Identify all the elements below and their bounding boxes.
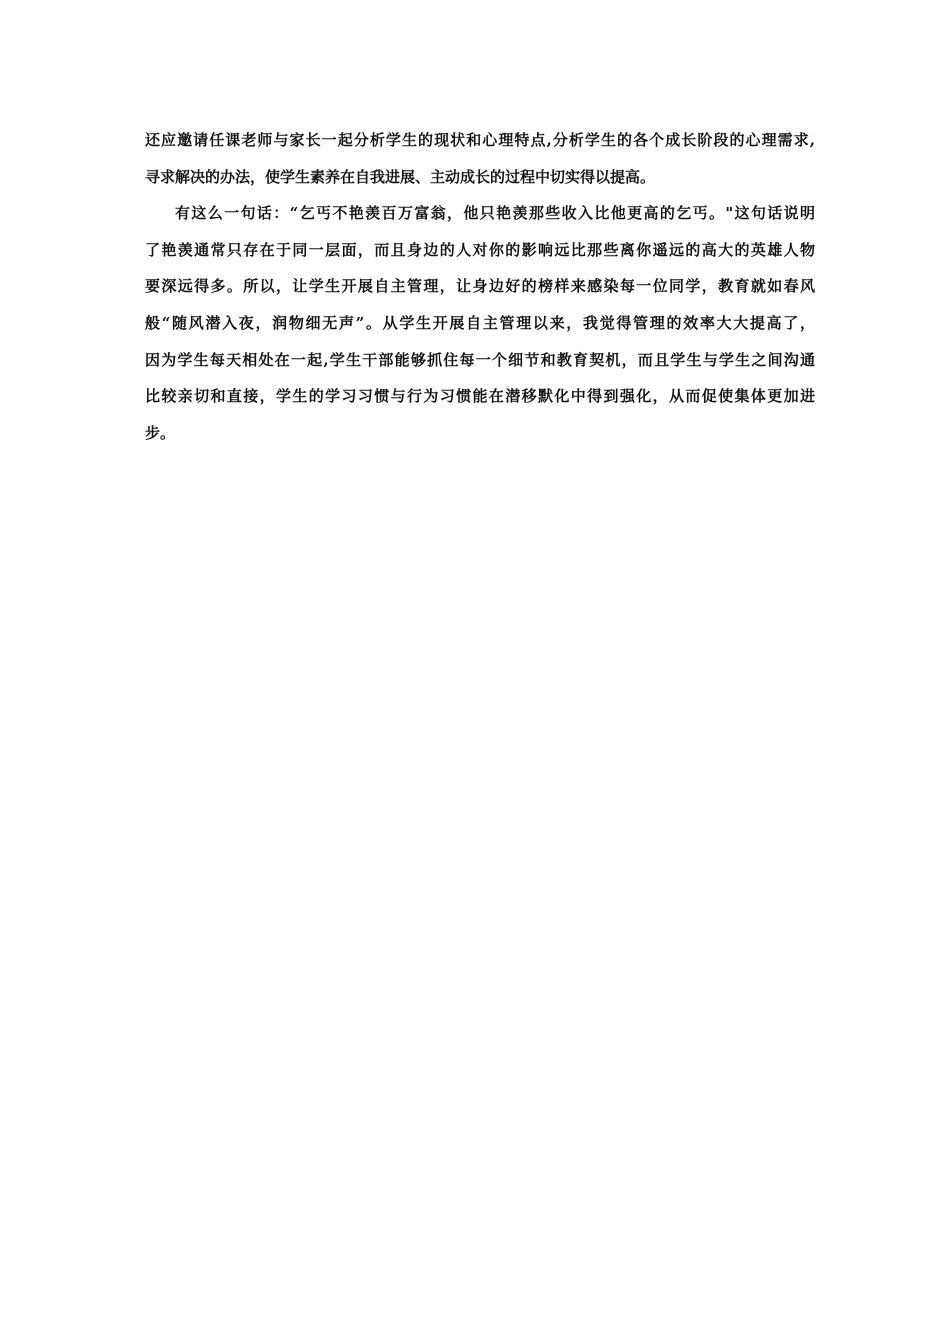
text-line-6: 般“随风潜入夜，润物细无声”。从学生开展自主管理以来，我觉得管理的效率大大提高了， xyxy=(145,313,815,332)
text-line-1: 还应邀请任课老师与家长一起分析学生的现状和心理特点,分析学生的各个成长阶段的心理需求, xyxy=(145,131,815,149)
text-line-3: 有这么一句话：“乞丐不艳羡百万富翁，他只艳羡那些收入比他更高的乞丐。"这句话说明 xyxy=(175,204,815,223)
body-text xyxy=(145,122,815,451)
text-line-4: 了艳羡通常只存在于同一层面，而且身边的人对你的影响远比那些离你遥远的高大的英雄人物 xyxy=(145,240,815,259)
text-line-9: 步。 xyxy=(145,423,176,442)
text-line-2: 寻求解决的办法，使学生素养在自我进展、主动成长的过程中切实得以提高。 xyxy=(145,167,656,186)
text-line-7: 因为学生每天相处在一起,学生干部能够抓住每一个细节和教育契机，而且学生与学生之间沟通 xyxy=(145,350,815,369)
text-line-5: 要深远得多。所以，让学生开展自主管理，让身边好的榜样来感染每一位同学，教育就如春风 xyxy=(145,277,815,296)
text-line-8: 比较亲切和直接，学生的学习习惯与行为习惯能在潜移默化中得到强化，从而促使集体更加进 xyxy=(145,387,815,406)
